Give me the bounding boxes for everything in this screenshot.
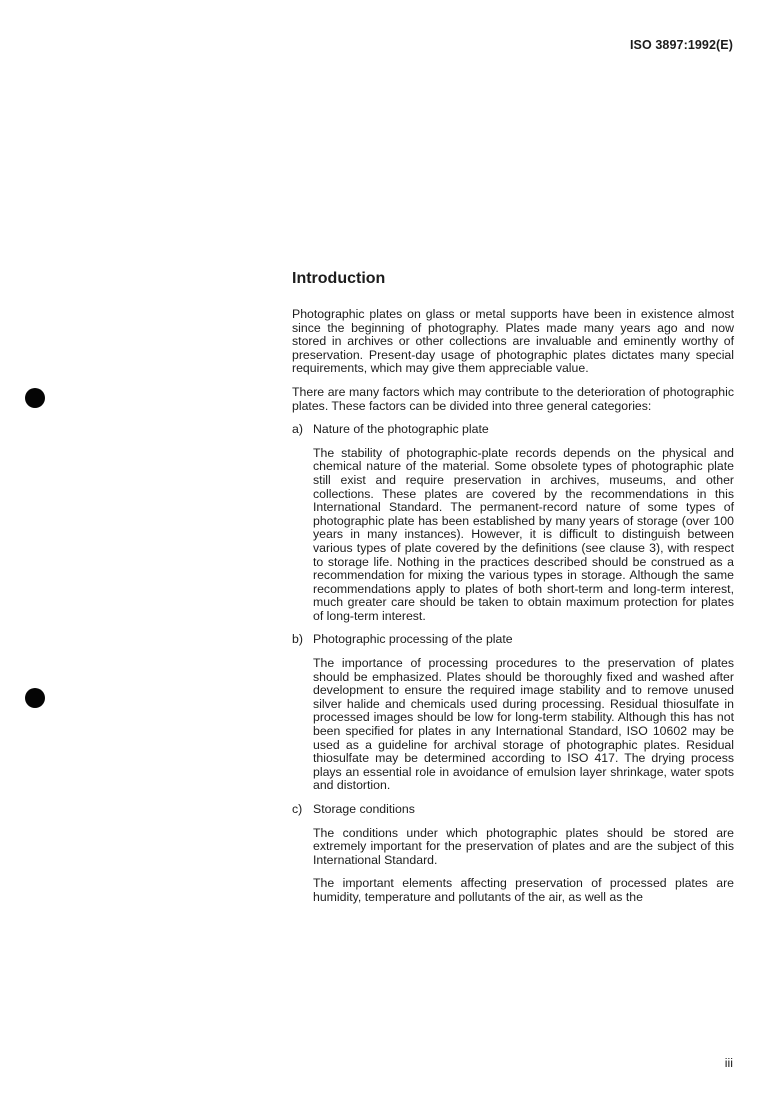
introduction-section (292, 270, 734, 915)
section-title: Introduction (292, 270, 386, 287)
intro-paragraph-2: There are many factors which may contribute to the deterioration of photographic plates. These factors can be divided into three general categories: (292, 384, 734, 413)
binder-hole-bottom (25, 688, 45, 708)
list-item-body-continued: The important elements affecting preservation of processed plates are humidity, temperature and pollutants of the air, as well as the (313, 876, 734, 904)
list-item-heading: Photographic processing of the plate (313, 632, 513, 647)
list-marker: c) (292, 802, 303, 816)
list-item-a (292, 423, 734, 623)
intro-paragraph-1: Photographic plates on glass or metal supports have been in existence almost since the beginning of photography. Plates made many years ago and now stored in archives or other collections are invaluable and eminently worthy of preservation. Present-day usage of photographic plates dictates many special requirements, which may give them appreciable value. (292, 307, 734, 376)
list-item-heading: Storage conditions (313, 802, 415, 816)
list-item-heading: Nature of the photographic plate (313, 422, 489, 437)
document-reference: ISO 3897:1992(E) (629, 38, 733, 52)
list-item-c (292, 803, 734, 905)
list-item-body: The stability of photographic-plate records depends on the physical and chemical nature of the material. Some obsolete types of photographic plate still exist and require preservation in archives, museums, and other collections. These plates are covered by the recommendations in this International Standard. The permanent-record nature of some types of photographic plate has been established by many years of storage (over 100 years in many instances). However, it is difficult to distinguish between various types of plate covered by the definitions (see clause 3), with respect to storage life. Nothing in the practices described should be construed as a recommendation for mixing the various types in storage. Although the same recommendations apply to plates of both short-term and long-term interest, much greater care should be taken to obtain maximum protection for plates of long-term interest. (313, 445, 734, 623)
list-marker: a) (292, 422, 303, 437)
page-number: iii (724, 1056, 733, 1070)
list-item-body: The conditions under which photographic plates should be stored are extremely important for the preservation of plates and are the subject of this International Standard. (313, 825, 734, 867)
list-item-b (292, 633, 734, 793)
list-marker: b) (292, 632, 303, 647)
list-item-body: The importance of processing procedures to the preservation of plates should be emphasized. Plates should be thoroughly fixed and washed after development to ensure the required image stability and to remove unused silver halide and chemicals used during processing. Residual thiosulfate in processed images should be low for long-term stability. Although this has not been specified for plates in any International Standard, ISO 10602 may be used as a guideline for archival storage of photographic plates. Residual thiosulfate may be determined according to ISO 417. The drying process plays an essential role in avoidance of emulsion layer shrinkage, water spots and distortion. (313, 656, 734, 793)
binder-hole-top (25, 388, 45, 408)
